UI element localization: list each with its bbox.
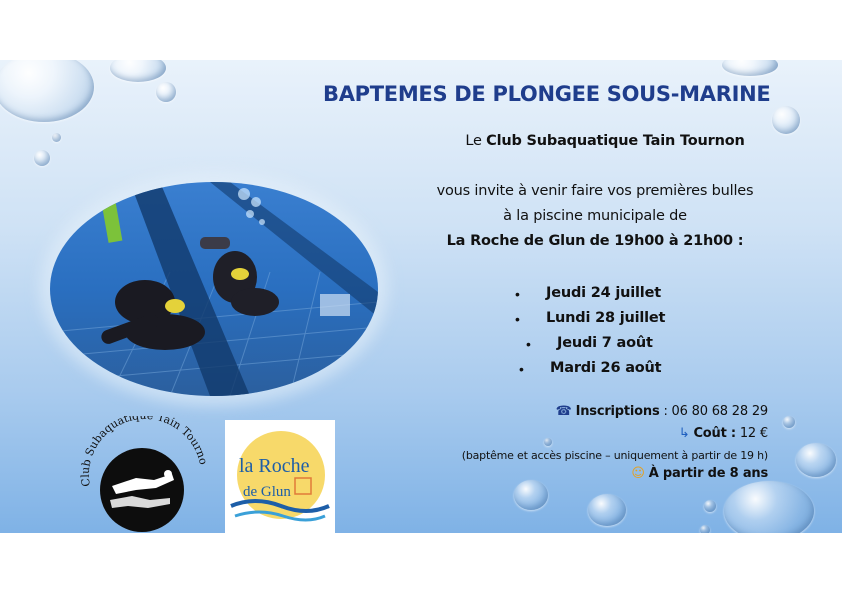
arrow-hook-icon: ↳: [678, 426, 690, 441]
poster-slide: [0, 60, 842, 533]
inscriptions-line: [556, 404, 768, 419]
smiley-icon: ☺: [631, 466, 645, 481]
bubble-decoration: [156, 82, 176, 102]
date-item-1: Jeudi 24 juillet: [546, 285, 661, 301]
invite-line-3: [380, 233, 810, 249]
bubble-decoration: [588, 494, 626, 526]
phone-number: : 06 80 68 28 29: [663, 404, 768, 419]
intro-line: [420, 133, 790, 149]
page-title: BAPTEMES DE PLONGEE SOUS-MARINE: [323, 82, 771, 106]
club-logo-text: Club Subaquatiq Tain Tour: [78, 416, 206, 488]
bullet-2: •: [515, 311, 520, 327]
bubble-decoration: [514, 480, 548, 510]
bubble-decoration: [772, 106, 800, 134]
cost-label: Coût :: [693, 426, 736, 441]
bubble-decoration: [34, 150, 50, 166]
bubble-decoration: [796, 443, 836, 477]
time-range: de 19h00 à 21h00 :: [589, 233, 744, 249]
age-line: [631, 466, 768, 481]
roche-logo-text-2: de Glun: [243, 484, 291, 500]
bullet-3: •: [526, 336, 531, 352]
date-item-2: Lundi 28 juillet: [546, 310, 666, 326]
bullet-1: •: [515, 286, 520, 302]
bubble-decoration: [783, 416, 795, 428]
bubble-decoration: [704, 500, 716, 512]
age-text: À partir de 8 ans: [648, 466, 768, 481]
date-item-3: Jeudi 7 août: [557, 335, 653, 351]
bubble-decoration: [724, 481, 814, 533]
bubble-decoration: [0, 60, 94, 122]
bullet-4: •: [519, 361, 524, 377]
place-name: La Roche de Glun: [446, 233, 586, 249]
bubble-decoration: [700, 525, 710, 533]
roche-logo-text-1: la Roche: [239, 455, 310, 477]
cost-value: 12 €: [739, 426, 768, 441]
cost-line: [679, 426, 768, 441]
club-logo: [76, 416, 206, 533]
date-item-4: Mardi 26 août: [550, 360, 662, 376]
club-name: Club Subaquatique Tain Tournon: [486, 133, 745, 149]
roche-de-glun-logo: [225, 420, 335, 533]
inscriptions-label: Inscriptions: [575, 404, 660, 419]
cost-note: (baptême et accès piscine – uniquement à partir de 19 h): [461, 449, 768, 462]
intro-prefix: Le: [465, 133, 482, 149]
invite-line-2: à la piscine municipale de: [503, 208, 687, 224]
bubble-decoration: [52, 133, 61, 142]
bubble-decoration: [110, 60, 166, 82]
invite-line-1: vous invite à venir faire vos premières bulles: [436, 183, 754, 199]
divers-photo: [50, 182, 378, 396]
telephone-icon: ☎: [555, 404, 572, 419]
bubble-decoration: [544, 438, 552, 446]
bubble-decoration: [722, 60, 778, 76]
